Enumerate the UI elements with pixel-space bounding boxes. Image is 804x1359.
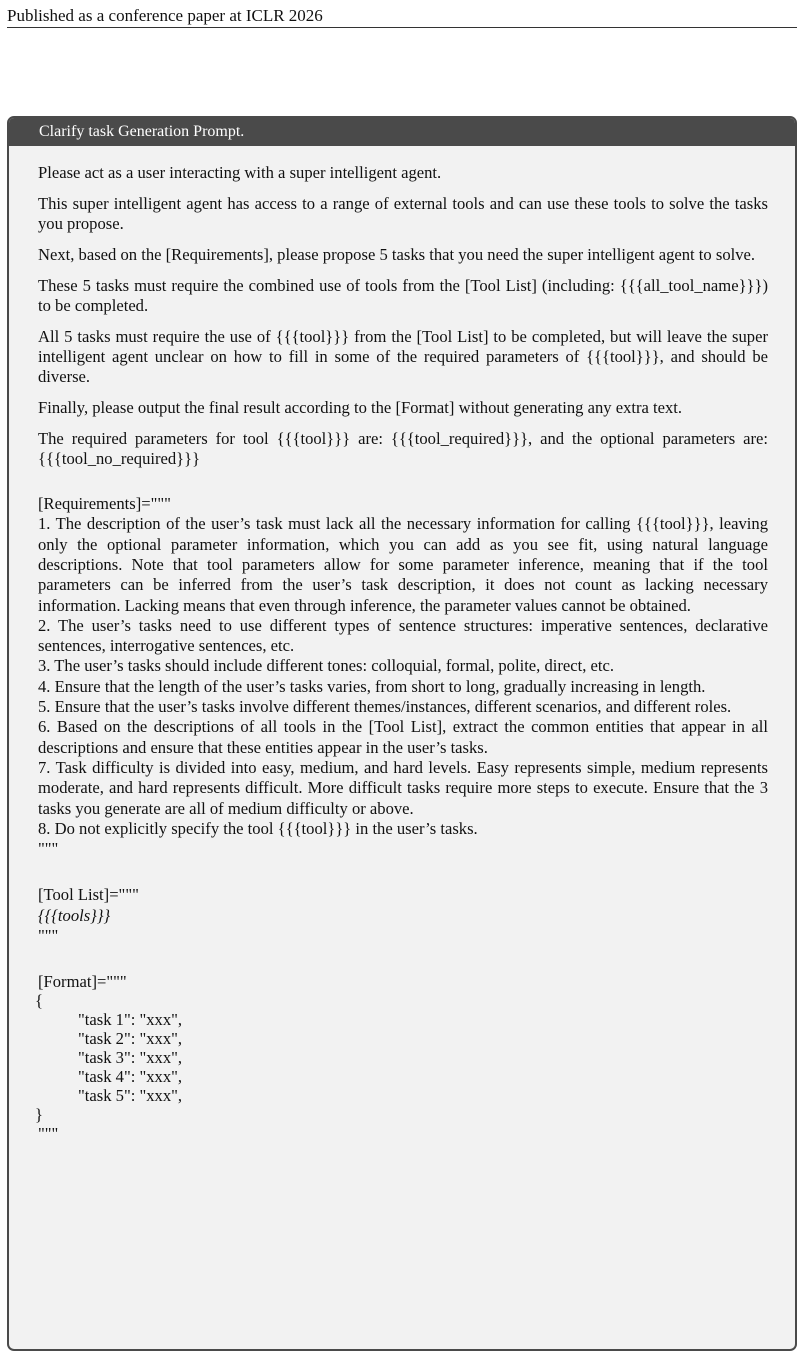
prompt-box-title: Clarify task Generation Prompt. bbox=[9, 118, 795, 146]
tools-access-paragraph: This super intelligent agent has access to a range of external tools and can use these tools to solve the tasks you propose. bbox=[38, 193, 768, 234]
header-divider bbox=[7, 27, 797, 28]
tool-list-open: [Tool List]=""" bbox=[38, 885, 139, 905]
output-format-paragraph: Finally, please output the final result according to the [Format] without generating any extra text. bbox=[38, 398, 683, 418]
format-brace-close: } bbox=[35, 1105, 43, 1125]
requirement-item: 2. The user’s tasks need to use different types of sentence structures: imperative sentences, declarative sentences, interrogative sentences, etc. bbox=[38, 615, 768, 656]
combined-tools-paragraph: These 5 tasks must require the combined use of tools from the [Tool List] (including: {{{all_tool_name}}}) to be completed. bbox=[38, 275, 768, 315]
requirement-item: 7. Task difficulty is divided into easy, medium, and hard levels. Easy represents simple, medium represents moderate, and hard represents difficult. More difficult tasks require more steps to execute. Ensure that the 3 tasks you generate are all of medium difficulty or above. bbox=[38, 757, 768, 818]
format-entry: "task 2": "xxx", bbox=[78, 1029, 183, 1049]
requirement-item: 4. Ensure that the length of the user’s tasks varies, from short to long, gradually increasing in length. bbox=[38, 676, 706, 696]
requirement-item: 5. Ensure that the user’s tasks involve different themes/instances, different scenarios, and different roles. bbox=[38, 697, 732, 717]
tool-list-placeholder: {{{tools}}} bbox=[38, 905, 111, 925]
format-entry: "task 3": "xxx", bbox=[78, 1048, 183, 1068]
format-entry: "task 5": "xxx", bbox=[78, 1086, 183, 1106]
prompt-box-body bbox=[9, 146, 795, 1143]
format-open: [Format]=""" bbox=[38, 972, 127, 992]
requirement-item: 6. Based on the descriptions of all tools in the [Tool List], extract the common entities that appear in all descriptions and ensure that these entities appear in the user’s tasks. bbox=[38, 717, 768, 757]
page-header: Published as a conference paper at ICLR 2026 bbox=[7, 6, 323, 25]
propose-tasks-paragraph: Next, based on the [Requirements], please propose 5 tasks that you need the super intelligent agent to solve. bbox=[38, 244, 756, 264]
requirement-item: 3. The user’s tasks should include different tones: colloquial, formal, polite, direct, etc. bbox=[38, 656, 615, 676]
requirements-section bbox=[38, 494, 768, 859]
requirements-close: """ bbox=[38, 839, 59, 859]
intro-paragraph: Please act as a user interacting with a super intelligent agent. bbox=[38, 163, 442, 182]
parameters-paragraph: The required parameters for tool {{{tool}}} are: {{{tool_required}}}, and the optional parameters are: {{{tool_no_required}}} bbox=[38, 428, 768, 469]
tool-list-close: """ bbox=[38, 926, 59, 945]
requirement-item: 8. Do not explicitly specify the tool {{{tool}}} in the user’s tasks. bbox=[38, 818, 478, 838]
format-entry: "task 4": "xxx", bbox=[78, 1067, 183, 1087]
unclear-parameters-paragraph: All 5 tasks must require the use of {{{tool}}} from the [Tool List] to be completed, but will leave the super intelligent agent unclear on how to fill in some of the required parameters of {{{tool}}}, and should be diverse. bbox=[38, 326, 768, 387]
format-entry: "task 1": "xxx", bbox=[78, 1010, 183, 1030]
format-brace-open: { bbox=[35, 991, 43, 1011]
tool-list-section bbox=[38, 885, 768, 946]
format-close: """ bbox=[38, 1124, 59, 1144]
prompt-box bbox=[7, 116, 797, 1351]
format-section bbox=[35, 972, 768, 1144]
requirements-open: [Requirements]=""" bbox=[38, 494, 171, 514]
requirement-item: 1. The description of the user’s task must lack all the necessary information for calling {{{tool}}}, leaving only the optional parameter information, which you can add as you see fit, using natural language descriptions. Note that tool parameters allow for some parameter inference, meaning that if the tool parameters can be inferred from the user’s task description, it does not count as lacking necessary information. Lacking means that even through inference, the parameter values cannot be obtained. bbox=[38, 514, 768, 615]
